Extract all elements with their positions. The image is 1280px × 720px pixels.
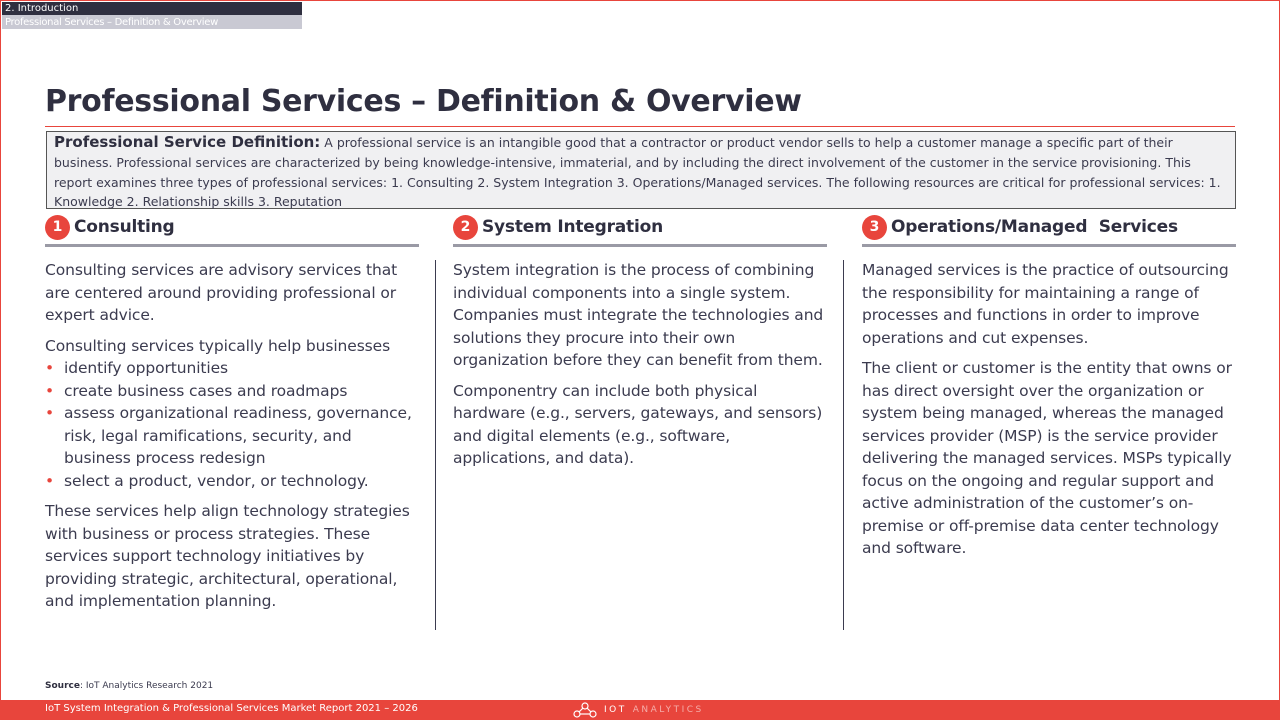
definition-text: A professional service is an intangible good that a contractor or product vendor sells to help a customer manage a specific part of their business. Professional services are characterized by being knowledge-intensive, immaterial, and by including the direct involvement of the customer in the service provisioning. This report examines three types of professional services: 1. Consulting 2. System Integration 3. Operations/Managed services. The following resources are critical for professional services: 1. Knowledge 2. Relationship skills 3. Reputation: [54, 135, 1221, 210]
column-body: [45, 259, 419, 613]
column-title: Consulting: [74, 217, 175, 237]
title-divider: [45, 126, 1235, 127]
column-title: System Integration: [482, 217, 663, 237]
footer-report-title: IoT System Integration & Professional Services Market Report 2021 – 2026: [45, 703, 418, 714]
brand-name-iot: IOT: [604, 705, 627, 715]
paragraph: Consulting services are advisory services that are centered around providing professional or expert advice.: [45, 261, 398, 324]
number-badge: 3: [862, 215, 887, 240]
list-item: • identify opportunities: [45, 357, 419, 380]
column-system-integration: [453, 214, 827, 478]
column-header: [862, 214, 1236, 240]
list-item: • select a product, vendor, or technology.: [45, 470, 419, 493]
column-managed-services: [862, 214, 1236, 568]
footer-bar: [0, 700, 1280, 720]
paragraph: Componentry can include both physical hardware (e.g., servers, gateways, and sensors) and digital elements (e.g., software, applications, and data).: [453, 381, 823, 467]
brand-logo: [572, 701, 704, 719]
paragraph: Consulting services typically help businesses: [45, 336, 391, 355]
number-badge: 2: [453, 215, 478, 240]
paragraph: System integration is the process of combining individual components into a single system. Companies must integrate the technologies and solutions they procure into their own organization before they can benefit from them.: [453, 261, 824, 369]
page-title: Professional Services – Definition & Overview: [45, 84, 802, 119]
list-item: • assess organizational readiness, governance, risk, legal ramifications, security, and business process redesign: [45, 402, 419, 470]
column-header: [45, 214, 419, 240]
number-badge: 1: [45, 215, 70, 240]
definition-label: Professional Service Definition:: [54, 133, 321, 151]
chapter-tag: 2. Introduction: [2, 2, 302, 15]
column-divider: [45, 244, 419, 247]
subsection-tag: Professional Services – Definition & Overview: [2, 15, 302, 29]
source-label: Source: [45, 681, 80, 691]
paragraph: Managed services is the practice of outsourcing the responsibility for maintaining a range of processes and functions in order to improve operations and cut expenses.: [862, 261, 1229, 347]
source-note: [45, 681, 213, 691]
column-separator: [843, 260, 844, 630]
definition-box: [46, 131, 1236, 209]
column-consulting: [45, 214, 419, 621]
brand-name-analytics: ANALYTICS: [632, 705, 704, 715]
column-header: [453, 214, 827, 240]
column-body: [862, 259, 1236, 560]
paragraph: These services help align technology strategies with business or process strategies. These services support technology initiatives by providing strategic, architectural, operational, and implementation planning.: [45, 502, 410, 610]
column-divider: [453, 244, 827, 247]
column-separator: [435, 260, 436, 630]
bullet-list: [45, 357, 419, 492]
source-text: : IoT Analytics Research 2021: [79, 681, 214, 691]
column-body: [453, 259, 827, 470]
paragraph: The client or customer is the entity that owns or has direct oversight over the organization or system being managed, whereas the managed services provider (MSP) is the service provider delivering the managed services. MSPs typically focus on the ongoing and regular support and active administration of the customer’s on-premise or off-premise data center technology and software.: [862, 359, 1232, 557]
column-title: Operations/Managed Services: [891, 217, 1178, 237]
network-logo-icon: [572, 701, 598, 719]
list-item: • create business cases and roadmaps: [45, 380, 419, 403]
column-divider: [862, 244, 1236, 247]
